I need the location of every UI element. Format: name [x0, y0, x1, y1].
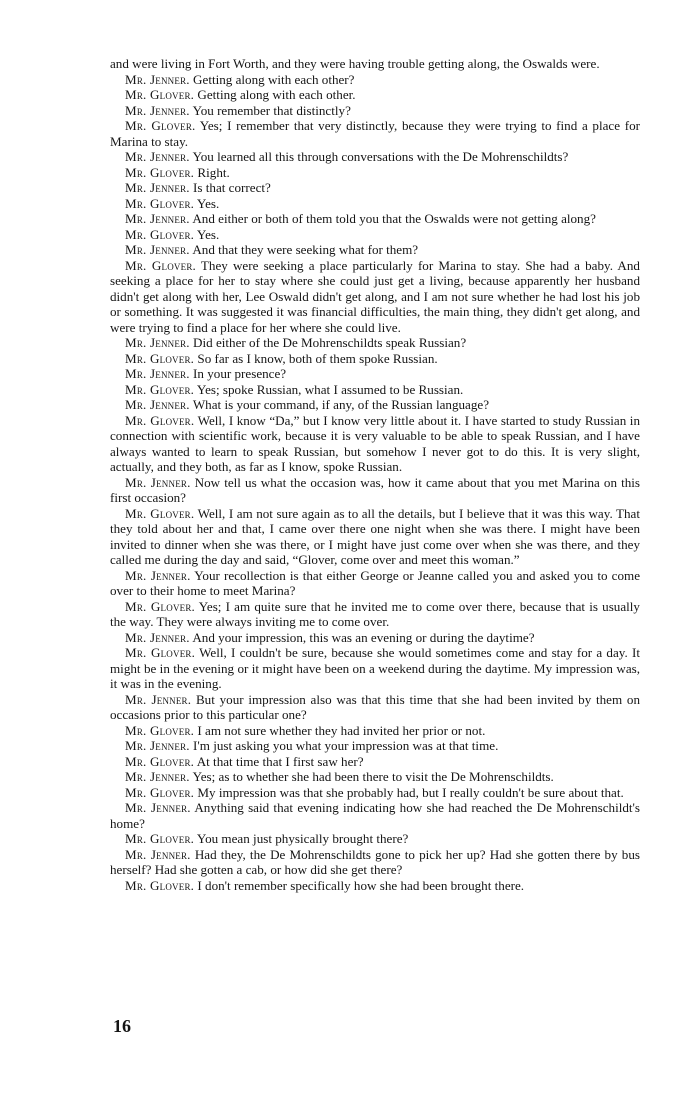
paragraph — [110, 165, 640, 181]
paragraph-speaker: Mr. Jenner. — [125, 242, 190, 257]
paragraph-speaker: Mr. Jenner. — [125, 691, 192, 707]
paragraph — [110, 118, 640, 149]
paragraph — [110, 180, 640, 196]
paragraph-speaker: Mr. Glover. — [125, 645, 196, 660]
paragraph-text: And that they were seeking what for them? — [192, 242, 419, 257]
paragraph — [110, 227, 640, 243]
paragraph — [110, 397, 640, 413]
paragraph-text: You learned all this through conversations with the De Mohrenschildts? — [192, 149, 569, 164]
paragraph — [110, 599, 640, 630]
paragraph-text: Getting along with each other. — [197, 87, 356, 102]
paragraph-text: But your impression also was that this time that she had been invited by them on occasions prior to this particular one? — [110, 691, 640, 722]
paragraph-text: And either or both of them told you that the Oswalds were not getting along? — [192, 211, 596, 226]
paragraph — [110, 382, 640, 398]
paragraph-text: Yes; as to whether she had been there to visit the De Mohrenschildts. — [192, 769, 554, 784]
paragraph — [110, 149, 640, 165]
paragraph — [110, 506, 640, 568]
paragraph-speaker: Mr. Glover. — [125, 381, 195, 397]
paragraph — [110, 258, 640, 336]
paragraph-text: Getting along with each other? — [193, 71, 355, 87]
paragraph-speaker: Mr. Jenner. — [125, 180, 190, 195]
paragraph-text: Yes. — [196, 195, 220, 211]
paragraph-text: Well, I am not sure again as to all the details, but I believe that it was this way. That they told about her and that, I came over there one night when she was there. I might have been invited to dinner when she was there, or I might have just come over when she was there, and they called me during the day and said, “Glover, come over and meet this woman.” — [110, 505, 640, 567]
paragraph-speaker: Mr. Jenner. — [125, 149, 190, 164]
paragraph-text: Had they, the De Mohrenschildts gone to pick her up? Had she gotten there by bus herself? Had she gotten a cab, or how did she get there? — [110, 846, 640, 877]
paragraph-text: Well, I know “Da,” but I know very little about it. I have started to study Russian in connection with scientific work, because it is very valuable to be able to speak Russian, and I have always wanted to learn to speak Russian, but somehow I never got to do this. It is very slight, actually, and they both, as far as I know, spoke Russian. — [110, 412, 640, 474]
paragraph-speaker: Mr. Jenner. — [125, 738, 190, 753]
paragraph-text: I am not sure whether they had invited her prior or not. — [197, 722, 486, 738]
paragraph-speaker: Mr. Glover. — [125, 831, 195, 846]
paragraph-speaker: Mr. Glover. — [125, 164, 195, 180]
paragraph-speaker: Mr. Jenner. — [125, 800, 191, 815]
paragraph-speaker: Mr. Jenner. — [125, 102, 190, 118]
paragraph-text: Did either of the De Mohrenschildts speak Russian? — [193, 335, 467, 350]
paragraph — [110, 738, 640, 754]
paragraph — [110, 800, 640, 831]
paragraph — [110, 692, 640, 723]
paragraph-text: Your recollection is that either George or Jeanne called you and asked you to come over to their home to meet Marina? — [110, 567, 641, 598]
paragraph-speaker: Mr. Jenner. — [125, 71, 190, 87]
paragraph-speaker: Mr. Jenner. — [125, 474, 191, 490]
paragraph — [110, 475, 640, 506]
paragraph — [110, 568, 640, 599]
paragraph-speaker: Mr. Jenner. — [125, 366, 190, 381]
paragraph-text: Yes; I am quite sure that he invited me to come over there, because that is usually the way. They were always inviting me to come over. — [110, 598, 640, 629]
paragraph-text: You mean just physically brought there? — [196, 831, 409, 846]
paragraph-text: Right. — [197, 164, 230, 180]
paragraph-text: Well, I couldn't be sure, because she would sometimes come and stay for a day. It might be in the evening or it might have been on a weekend during the daytime. My impression was, it was in the evening. — [110, 645, 640, 691]
paragraph-text: They were seeking a place particularly for Marina to stay. She had a baby. And seeking a place for her to stay where she could just get a living, because apparently her husband didn't get along with her, Lee Oswald didn't get along, and I am not sure whether he had lost his job or something. It was suggested it was financial difficulties, the main thing, they didn't get along, and were trying to find a place for her where she could live. — [110, 257, 640, 335]
paragraph-speaker: Mr. Glover. — [125, 350, 195, 366]
paragraph-speaker: Mr. Glover. — [125, 87, 195, 102]
paragraph-speaker: Mr. Jenner. — [125, 629, 190, 645]
paragraph-speaker: Mr. Glover. — [125, 753, 195, 769]
paragraph — [110, 831, 640, 847]
page-number: 16 — [113, 1016, 131, 1036]
paragraph-text: You remember that distinctly? — [192, 102, 351, 118]
paragraph — [110, 878, 640, 894]
paragraph-text: Yes; I remember that very distinctly, because they were trying to find a place for Marina to stay. — [110, 118, 640, 149]
paragraph-text: Yes; spoke Russian, what I assumed to be Russian. — [196, 381, 464, 397]
paragraph-text: I don't remember specifically how she had been brought there. — [197, 877, 525, 893]
paragraph-speaker: Mr. Glover. — [125, 257, 196, 273]
paragraph — [110, 847, 640, 878]
paragraph-speaker: Mr. Glover. — [125, 784, 195, 800]
paragraph-text: Is that correct? — [193, 180, 271, 195]
paragraph — [110, 211, 640, 227]
paragraph-text: So far as I know, both of them spoke Russian. — [197, 350, 438, 366]
paragraph — [110, 351, 640, 367]
paragraph-speaker: Mr. Jenner. — [125, 335, 190, 350]
paragraph — [110, 335, 640, 351]
paragraph-speaker: Mr. Glover. — [125, 118, 196, 133]
paragraph — [110, 413, 640, 475]
paragraph-speaker: Mr. Jenner. — [125, 397, 190, 412]
paragraph-speaker: Mr. Glover. — [125, 598, 196, 614]
paragraph-speaker: Mr. Jenner. — [125, 846, 191, 862]
paragraph-speaker: Mr. Glover. — [125, 877, 195, 893]
paragraph-text: Yes. — [196, 226, 220, 242]
paragraph-text: And your impression, this was an evening or during the daytime? — [192, 629, 535, 645]
paragraph — [110, 72, 640, 88]
paragraph-speaker: Mr. Glover. — [125, 226, 195, 242]
paragraph-speaker: Mr. Glover. — [125, 195, 195, 211]
paragraph-speaker: Mr. Glover. — [125, 505, 195, 521]
paragraph — [110, 366, 640, 382]
paragraph-text: In your presence? — [193, 366, 287, 381]
paragraph-speaker: Mr. Jenner. — [125, 211, 190, 226]
paragraph — [110, 242, 640, 258]
paragraph-text: I'm just asking you what your impression was at that time. — [193, 738, 499, 753]
paragraph-speaker: Mr. Jenner. — [125, 567, 191, 583]
paragraph — [110, 645, 640, 692]
paragraph-text: What is your command, if any, of the Russian language? — [192, 397, 490, 412]
transcript-body — [110, 56, 640, 893]
paragraph — [110, 769, 640, 785]
paragraph-speaker: Mr. Jenner. — [125, 769, 190, 784]
paragraph-text: Anything said that evening indicating how she had reached the De Mohrenschildt's home? — [110, 800, 640, 831]
paragraph-text: and were living in Fort Worth, and they were having trouble getting along, the Oswalds were. — [110, 56, 600, 71]
paragraph — [110, 723, 640, 739]
paragraph — [110, 785, 640, 801]
paragraph-text: Now tell us what the occasion was, how it came about that you met Marina on this first occasion? — [110, 474, 640, 505]
paragraph-speaker: Mr. Glover. — [125, 722, 195, 738]
paragraph-text: My impression was that she probably had, but I really couldn't be sure about that. — [197, 784, 624, 800]
paragraph-text: At that time that I first saw her? — [196, 753, 364, 769]
paragraph — [110, 196, 640, 212]
paragraph — [110, 87, 640, 103]
paragraph-speaker: Mr. Glover. — [125, 412, 195, 428]
paragraph — [110, 56, 640, 72]
paragraph — [110, 754, 640, 770]
paragraph — [110, 630, 640, 646]
paragraph — [110, 103, 640, 119]
